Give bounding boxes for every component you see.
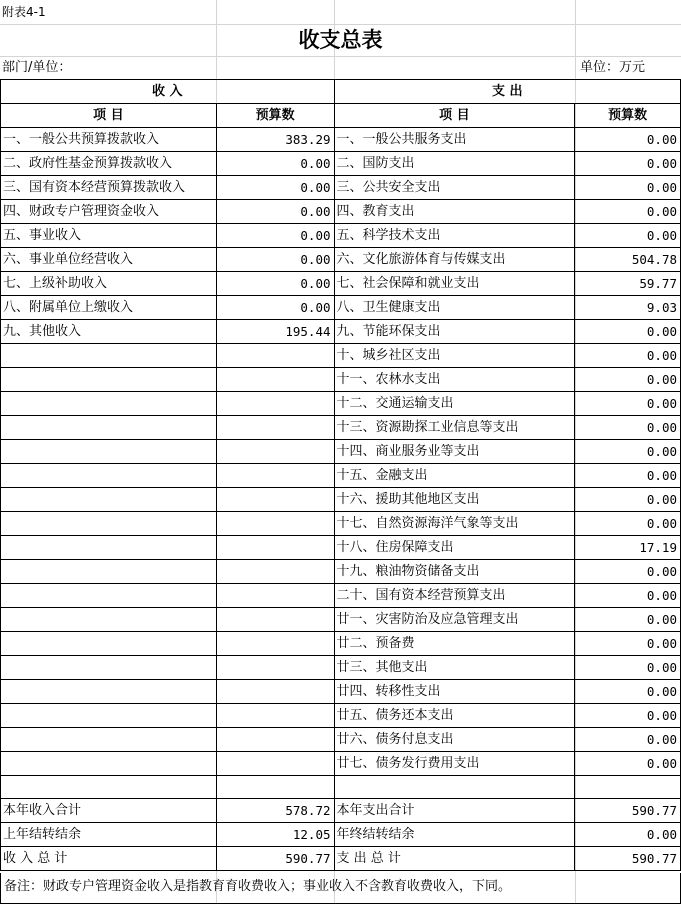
blank-cell [1,776,217,799]
grand-total-row [1,847,681,871]
expense-value-cell: 0.00 [575,344,681,368]
income-item-cell [1,560,217,584]
year-total-row [1,799,681,823]
table-row [1,632,681,656]
expense-value-cell: 0.00 [575,608,681,632]
income-item-cell [1,392,217,416]
expense-value-cell: 0.00 [575,224,681,248]
table-row [1,128,681,152]
expense-value-cell: 17.19 [575,536,681,560]
carry-out-label: 年终结转结余 [334,823,575,847]
income-item-cell: 五、事业收入 [1,224,217,248]
expense-item-cell: 廿七、债务发行费用支出 [334,752,575,776]
expense-value-cell: 0.00 [575,632,681,656]
expense-total-label: 支 出 总 计 [334,847,575,871]
income-value-cell [216,392,334,416]
table-row [1,416,681,440]
income-value-cell [216,560,334,584]
income-value-cell [216,344,334,368]
income-value-cell [216,464,334,488]
expense-item-cell: 十三、资源勘探工业信息等支出 [334,416,575,440]
expense-item-cell: 十七、自然资源海洋气象等支出 [334,512,575,536]
expense-value-cell: 0.00 [575,368,681,392]
table-row [1,656,681,680]
income-item-cell: 四、财政专户管理资金收入 [1,200,217,224]
income-item-cell [1,752,217,776]
income-year-label: 本年收入合计 [1,799,217,823]
carry-out-value: 0.00 [575,823,681,847]
income-value-cell: 0.00 [216,200,334,224]
table-row [1,752,681,776]
expense-item-cell: 廿三、其他支出 [334,656,575,680]
income-item-cell: 一、一般公共预算拨款收入 [1,128,217,152]
expense-value-cell: 59.77 [575,272,681,296]
expense-item-cell: 廿六、债务付息支出 [334,728,575,752]
income-item-cell [1,632,217,656]
table-row [1,272,681,296]
expense-value-cell: 0.00 [575,440,681,464]
income-item-cell [1,344,217,368]
expense-value-cell: 0.00 [575,752,681,776]
expense-year-value: 590.77 [575,799,681,823]
income-value-cell [216,488,334,512]
income-value-cell [216,656,334,680]
expense-item-cell: 十二、交通运输支出 [334,392,575,416]
expense-item-cell: 三、公共安全支出 [334,176,575,200]
income-item-cell [1,608,217,632]
expense-item-cell: 五、科学技术支出 [334,224,575,248]
blank-cell [216,776,334,799]
grid-line [0,56,681,57]
income-value-cell: 0.00 [216,176,334,200]
table-row [1,680,681,704]
expense-item-cell: 廿四、转移性支出 [334,680,575,704]
expense-value-cell: 0.00 [575,464,681,488]
table-row [1,152,681,176]
income-total-value: 590.77 [216,847,334,871]
expense-value-cell: 0.00 [575,152,681,176]
carry-in-label: 上年结转结余 [1,823,217,847]
expense-item-cell: 七、社会保障和就业支出 [334,272,575,296]
expense-total-value: 590.77 [575,847,681,871]
income-value-cell [216,728,334,752]
expense-value-cell: 0.00 [575,656,681,680]
section-header-row [1,80,681,104]
expense-header: 支 出 [334,80,680,104]
income-item-cell [1,728,217,752]
table-row [1,608,681,632]
page-title: 收支总表 [298,27,383,52]
expense-year-label: 本年支出合计 [334,799,575,823]
income-item-cell [1,440,217,464]
table-row [1,704,681,728]
income-value-cell [216,512,334,536]
table-row [1,464,681,488]
income-item-cell: 九、其他收入 [1,320,217,344]
expense-item-cell: 十五、金融支出 [334,464,575,488]
table-row [1,488,681,512]
expense-value-cell: 504.78 [575,248,681,272]
income-value-cell: 0.00 [216,272,334,296]
expense-item-cell: 廿二、预备费 [334,632,575,656]
income-value-cell: 383.29 [216,128,334,152]
income-value-cell [216,752,334,776]
income-value-cell [216,632,334,656]
income-item-cell [1,656,217,680]
income-value-cell [216,536,334,560]
expense-value-cell: 0.00 [575,416,681,440]
income-item-cell [1,536,217,560]
income-value-cell: 0.00 [216,152,334,176]
income-value-cell [216,704,334,728]
income-item-cell: 二、政府性基金预算拨款收入 [1,152,217,176]
table-row [1,440,681,464]
expense-value-cell: 0.00 [575,392,681,416]
expense-value-cell: 0.00 [575,704,681,728]
income-item-cell [1,368,217,392]
expense-item-cell: 八、卫生健康支出 [334,296,575,320]
income-item-cell: 六、事业单位经营收入 [1,248,217,272]
expense-item-cell: 九、节能环保支出 [334,320,575,344]
department-label: 部门/单位： [2,60,72,75]
income-value-cell [216,440,334,464]
income-value-cell [216,368,334,392]
carryover-row [1,823,681,847]
income-item-cell [1,488,217,512]
income-value-cell: 0.00 [216,248,334,272]
income-header: 收 入 [1,80,335,104]
income-item-cell: 七、上级补助收入 [1,272,217,296]
expense-item-cell: 十九、粮油物资储备支出 [334,560,575,584]
expense-item-cell: 十四、商业服务业等支出 [334,440,575,464]
table-row [1,392,681,416]
table-row [1,728,681,752]
budget-table [0,79,681,871]
income-total-label: 收 入 总 计 [1,847,217,871]
column-header-row [1,104,681,128]
expense-value-cell: 0.00 [575,128,681,152]
footnote: 备注：财政专户管理资金收入是指教育育收费收入；事业收入不含教育收费收入，下同。 [0,873,681,904]
unit-label: 单位：万元 [580,60,646,75]
table-row [1,176,681,200]
income-item-header: 项 目 [1,104,217,128]
income-value-cell [216,680,334,704]
blank-cell [575,776,681,799]
blank-cell [334,776,575,799]
income-value-cell: 0.00 [216,224,334,248]
carry-in-value: 12.05 [216,823,334,847]
expense-budget-header: 预算数 [575,104,681,128]
expense-value-cell: 0.00 [575,512,681,536]
expense-item-cell: 六、文化旅游体育与传媒支出 [334,248,575,272]
expense-value-cell: 0.00 [575,200,681,224]
expense-item-cell: 一、一般公共服务支出 [334,128,575,152]
expense-item-cell: 廿五、债务还本支出 [334,704,575,728]
expense-item-cell: 廿一、灾害防治及应急管理支出 [334,608,575,632]
expense-item-cell: 十一、农林水支出 [334,368,575,392]
expense-value-cell: 0.00 [575,488,681,512]
blank-row [1,776,681,799]
income-value-cell [216,416,334,440]
income-value-cell [216,584,334,608]
expense-item-cell: 十八、住房保障支出 [334,536,575,560]
expense-item-cell: 十、城乡社区支出 [334,344,575,368]
expense-value-cell: 0.00 [575,560,681,584]
income-item-cell [1,416,217,440]
table-row [1,344,681,368]
attachment-label: 附表4-1 [2,5,46,19]
expense-value-cell: 0.00 [575,728,681,752]
expense-item-cell: 四、教育支出 [334,200,575,224]
income-item-cell [1,584,217,608]
income-item-cell [1,680,217,704]
income-item-cell [1,704,217,728]
table-row [1,224,681,248]
expense-value-cell: 9.03 [575,296,681,320]
income-item-cell: 三、国有资本经营预算拨款收入 [1,176,217,200]
income-value-cell: 195.44 [216,320,334,344]
expense-value-cell: 0.00 [575,584,681,608]
income-value-cell: 0.00 [216,296,334,320]
table-row [1,536,681,560]
table-row [1,368,681,392]
income-item-cell [1,464,217,488]
expense-value-cell: 0.00 [575,176,681,200]
table-row [1,200,681,224]
income-year-value: 578.72 [216,799,334,823]
expense-item-cell: 十六、援助其他地区支出 [334,488,575,512]
expense-value-cell: 0.00 [575,680,681,704]
income-item-cell: 八、附属单位上缴收入 [1,296,217,320]
expense-item-cell: 二、国防支出 [334,152,575,176]
income-budget-header: 预算数 [216,104,334,128]
table-row [1,560,681,584]
table-row [1,248,681,272]
table-row [1,512,681,536]
income-value-cell [216,608,334,632]
table-row [1,584,681,608]
expense-item-header: 项 目 [334,104,575,128]
table-row [1,296,681,320]
table-row [1,320,681,344]
expense-value-cell: 0.00 [575,320,681,344]
expense-item-cell: 二十、国有资本经营预算支出 [334,584,575,608]
income-item-cell [1,512,217,536]
